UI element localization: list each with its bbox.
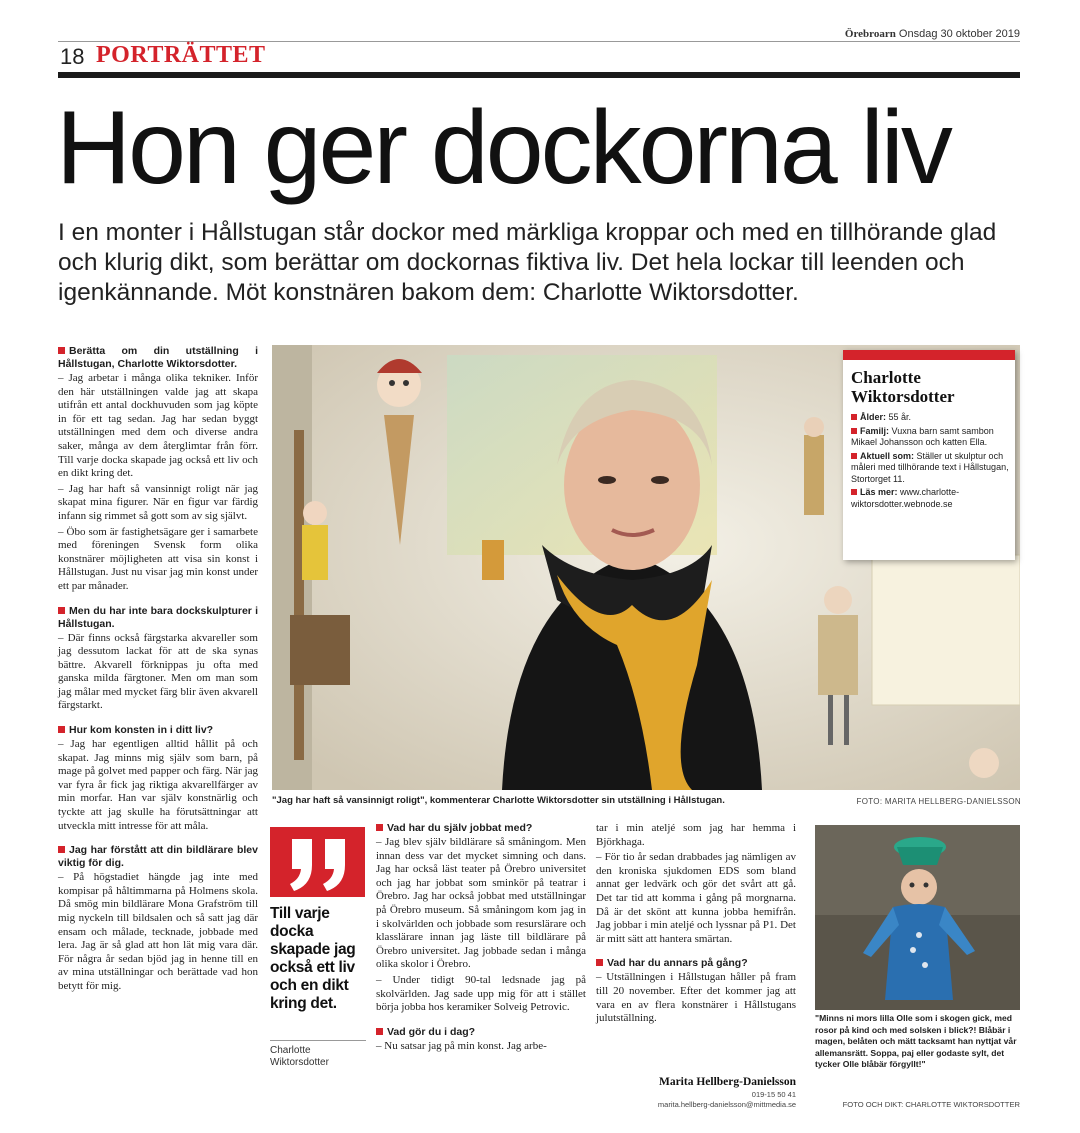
fact-age: Ålder: 55 år. <box>851 412 1011 424</box>
paper-name: Örebroarn <box>844 28 896 40</box>
quote-mark-icon <box>270 827 365 897</box>
section-title: PORTRÄTTET <box>96 42 266 68</box>
bullet-square-icon <box>376 824 383 831</box>
headline: Hon ger dockorna liv <box>56 90 950 206</box>
paragraph: – För tio år sedan drabbades jag nämligen av den kroniska sjukdomen EDS som bland annat ger ledvärk och gör det svårt att gå. Det tar tid att komma i gång på morgnarna. Då är det skönt att kunna jobba hemifrån. Jag jobbar i min ateljé och lyssnar på P1. Det är mitt sätt att hantera smärtan. <box>596 851 796 945</box>
bullet-square-icon <box>851 428 857 434</box>
fact-read-more: Läs mer: www.charlotte-wiktorsdotter.webnode.se <box>851 487 960 509</box>
question: Vad har du själv jobbat med? <box>376 822 586 835</box>
bullet-square-icon <box>58 846 65 853</box>
doll-photo <box>815 825 1020 1010</box>
fact-box-name: Charlotte Wiktorsdotter <box>851 368 955 406</box>
issue-date: Onsdag 30 oktober 2019 <box>898 28 1020 40</box>
bullet-square-icon <box>58 347 65 354</box>
bullet-square-icon <box>58 726 65 733</box>
fact-box-bar <box>843 350 1015 360</box>
paragraph: – Jag arbetar i många olika tekniker. Inför den här utställningen valde jag att skapa utifrån ett antal dockhuvuden som jag köpte in för ett tag sedan. Jag har sedan byggt utställningen med dem och diverse andra saker, många av dem återglimtar från förr. Till varje docka skapade jag också ett liv och en dikt kring det. <box>58 372 258 480</box>
paragraph: – Jag har egentligen alltid hållit på och skapat. Jag minns mig själv som barn, på mage på golvet med papper och färg. När jag var fyra år fick jag riktiga akvarellfärger av min morfar. Han var själv konstnärlig och tyckte att jag skulle ha förutsättningar att utveckla mitt intresse för att måla. <box>58 738 258 832</box>
doll-photo-caption: "Minns ni mors lilla Olle som i skogen gick, med rosor på kind och med solsken i blick?! Blåbär i magen, belåten och mätt tacksamt han nyttjat vår allemansrätt. Soppa, paj eller godaste sylt, det tycker Olle blåbär förgyllt!" <box>815 1013 1017 1069</box>
paragraph: – På högstadiet hängde jag inte med kompisar på håltimmarna på Holmens skola. Då smög min bildlärare Mona Grafström till mig nyckeln till bildsalen och så satt jag där ensam och målade, tecknade, jobbade med lera. Jag är så glad att hon lät mig vara där. För några år sedan bjöd jag in henne till en av mina utställningar och berättade vad hon betytt för mig. <box>58 871 258 992</box>
question: Men du har inte bara dockskulpturer i Hållstugan. <box>58 604 258 630</box>
photo-credit: FOTO: MARITA HELLBERG-DANIELSSON <box>856 797 1021 806</box>
text-column-3 <box>596 822 796 1028</box>
fact-family: Familj: Vuxna barn samt sambon Mikael Johansson och katten Ella. <box>851 425 994 447</box>
fact-box <box>843 350 1015 560</box>
doll-illustration <box>815 825 1020 1010</box>
pull-quote: Till varje docka skapade jag också ett liv och en dikt kring det. <box>270 905 356 1012</box>
question: Vad gör du i dag? <box>376 1026 586 1039</box>
bullet-square-icon <box>58 607 65 614</box>
pull-quote-attribution: Charlotte Wiktorsdotter <box>270 1040 366 1069</box>
fact-list <box>851 412 1011 512</box>
paragraph: – Nu satsar jag på min konst. Jag arbe- <box>376 1039 547 1052</box>
quote-mark-box <box>270 827 365 897</box>
text-column-2 <box>376 822 586 1055</box>
paragraph: – Jag har haft så vansinnigt roligt när jag skapat mina figurer. När en figur var färdig infann sig rimmet så gott som av sig självt. <box>58 482 258 522</box>
byline-contact: 019-15 50 41 marita.hellberg-danielsson@mittmedia.se <box>657 1090 796 1109</box>
doll-photo-credit: FOTO OCH DIKT: CHARLOTTE WIKTORSDOTTER <box>842 1100 1020 1109</box>
question: Hur kom konsten in i ditt liv? <box>58 724 258 737</box>
bullet-square-icon <box>851 453 857 459</box>
paragraph: – Under tidigt 90-tal ledsnade jag på skolvärlden. Jag sade upp mig för att i stället börja jobba hos keramiker Solveig Petrovic. <box>376 973 586 1014</box>
bullet-square-icon <box>376 1028 383 1035</box>
question: Jag har förstått att din bildlärare blev viktig för dig. <box>58 844 258 870</box>
page-number: 18 <box>60 44 85 69</box>
masthead <box>840 28 1020 40</box>
fact-current: Aktuell som: Ställer ut skulptur och måleri med tillhörande text i Hållstugan, Stortorget 11. <box>851 450 1009 484</box>
ingress: I en monter i Hållstugan står dockor med märkliga kroppar och med en tillhörande glad och klurig dikt, som berättar om dockornas fiktiva liv. Det hela lockar till leenden och igenkännande. Möt konstnären bakom dem: Charlotte Wiktorsdotter. <box>58 219 997 306</box>
photo-caption: "Jag har haft så vansinnigt roligt", kommenterar Charlotte Wiktorsdotter sin utställning i Hållstugan. <box>272 795 725 806</box>
question: Berätta om din utställning i Hållstugan, Charlotte Wiktorsdotter. <box>58 345 258 370</box>
question: Vad har du annars på gång? <box>596 957 796 970</box>
paragraph: tar i min ateljé som jag har hemma i Björkhaga. <box>596 822 796 848</box>
paragraph: – Öbo som är fastighetsägare ger i samarbete med föreningen Svensk form olika konstnärer möjligheten att visa sin konst i Hållstugan. Just nu visar jag min konst under ett par månader. <box>58 525 258 592</box>
paragraph: – Utställningen i Hållstugan håller på fram till 20 november. Efter det kommer jag att vara en av flera konstnärer i Hållstugans julutställning. <box>596 971 796 1025</box>
bullet-square-icon <box>851 414 857 420</box>
bullet-square-icon <box>596 959 603 966</box>
paragraph: – Där finns också färgstarka akvareller som jag dessutom lackat för att de ska synas bättre. Akvarell förknippas ju ofta med ganska milda färgtoner. Men om man som jag målar med mycket färg blir även akvarell färgstarkt. <box>58 631 258 712</box>
text-column-1 <box>58 345 258 996</box>
paragraph: – Jag blev själv bildlärare så småningom. Men innan dess var det mycket simning och dans. Jag har också läst teater på Örebro universitet och jag har jobbat som sminkör på teatrar i Örebro. Jag har också jobbat med utställningar på Örebro museum. Så småningom kom jag in i skolvärlden och jobbade som resurslärare och klasslärare innan jag läste till bildlärare på Örebro universitet. Jag jobbade sedan i många olika skolor i Örebro. <box>376 836 586 971</box>
bullet-square-icon <box>851 489 857 495</box>
byline-name: Marita Hellberg-Danielsson <box>658 1076 796 1088</box>
